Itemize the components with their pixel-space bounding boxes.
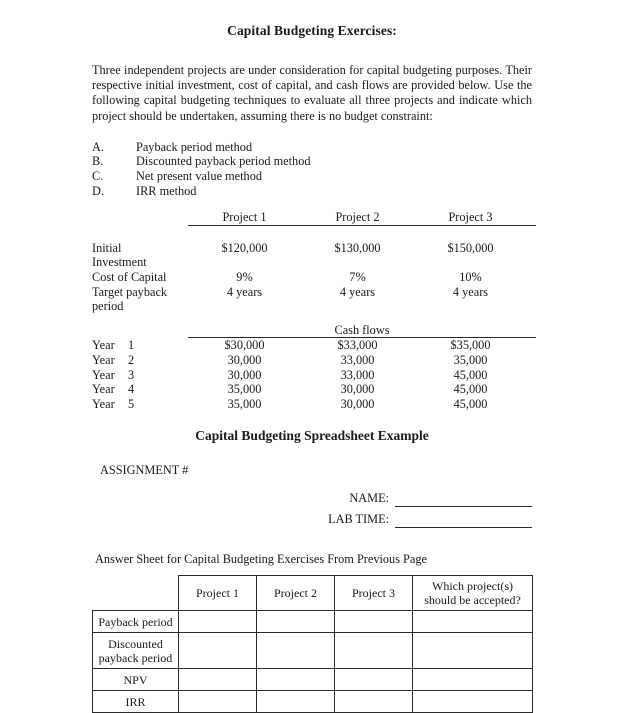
cashflow-section-title: Cash flows bbox=[334, 322, 390, 337]
method-letter: A. bbox=[92, 139, 104, 154]
method-label: IRR method bbox=[136, 183, 197, 198]
year-number: 4 bbox=[128, 382, 135, 397]
column-header-project3: Project 3 bbox=[335, 576, 413, 611]
answer-cell-which[interactable] bbox=[413, 633, 533, 669]
table-row bbox=[93, 669, 533, 691]
year-word: Year bbox=[92, 382, 115, 397]
cell-value: 9% bbox=[236, 269, 253, 284]
cell-value: 33,000 bbox=[340, 352, 375, 367]
answer-cell-project2[interactable] bbox=[257, 691, 335, 713]
column-header-which-projects bbox=[413, 576, 533, 611]
answer-sheet-caption: Answer Sheet for Capital Budgeting Exercises From Previous Page bbox=[95, 552, 427, 567]
cell-value: 30,000 bbox=[227, 367, 262, 382]
cell-value: 35,000 bbox=[227, 382, 262, 397]
table-row-header bbox=[93, 576, 533, 611]
name-label: NAME: bbox=[349, 491, 389, 506]
page-title: Capital Budgeting Exercises: bbox=[227, 23, 397, 38]
row-label-line2: period bbox=[92, 299, 124, 314]
cell-value: $150,000 bbox=[447, 240, 494, 255]
cell-value: $33,000 bbox=[337, 338, 378, 353]
table-row bbox=[92, 368, 536, 383]
column-header-project1: Project 1 bbox=[179, 576, 257, 611]
column-header-project2: Project 2 bbox=[335, 210, 380, 225]
row-label-year bbox=[92, 382, 188, 397]
cell-value: 45,000 bbox=[453, 396, 488, 411]
table-row bbox=[93, 691, 533, 713]
list-item bbox=[92, 140, 532, 155]
project-data-table bbox=[92, 210, 536, 411]
row-label-line1: Initial bbox=[92, 240, 122, 255]
year-number: 1 bbox=[128, 338, 135, 353]
cell-value: $30,000 bbox=[224, 338, 265, 353]
year-word: Year bbox=[92, 338, 115, 353]
year-word: Year bbox=[92, 352, 115, 367]
row-label-payback-period: Payback period bbox=[93, 611, 179, 633]
answer-cell-which[interactable] bbox=[413, 691, 533, 713]
year-word: Year bbox=[92, 396, 115, 411]
column-header-project1: Project 1 bbox=[222, 210, 267, 225]
method-letter: C. bbox=[92, 169, 104, 183]
answer-cell-project2[interactable] bbox=[257, 669, 335, 691]
table-row bbox=[92, 285, 536, 314]
cell-value: 35,000 bbox=[453, 352, 488, 367]
cell-value: 4 years bbox=[226, 284, 263, 299]
cell-value: 4 years bbox=[339, 284, 376, 299]
table-row bbox=[92, 382, 536, 397]
table-row bbox=[93, 611, 533, 633]
table-row bbox=[92, 353, 536, 368]
row-label-year bbox=[92, 338, 188, 353]
method-letter: B. bbox=[92, 154, 104, 169]
intro-paragraph: Three independent projects are under consideration for capital budgeting purposes. Their respective initial investment, cost of capital, and cash flows are provided below. Use the following capital budgeting techniques to evaluate all three projects and indicate which project should be undertaken, assuming there is no budget constraint: bbox=[92, 63, 532, 123]
table-row bbox=[92, 397, 536, 412]
spacer bbox=[92, 314, 536, 323]
answer-cell-project1[interactable] bbox=[179, 633, 257, 669]
answer-cell-which[interactable] bbox=[413, 669, 533, 691]
row-label-irr: IRR bbox=[93, 691, 179, 713]
method-label: Net present value method bbox=[136, 169, 263, 183]
cell-value: 7% bbox=[349, 269, 366, 284]
spacer bbox=[92, 226, 536, 241]
cell-value: 4 years bbox=[452, 284, 489, 299]
row-label-line2: Investment bbox=[92, 255, 147, 270]
row-label-target-payback bbox=[92, 285, 188, 314]
row-label-initial-investment bbox=[92, 241, 188, 270]
which-line2: should be accepted? bbox=[424, 593, 521, 608]
cell-value: $35,000 bbox=[450, 338, 491, 353]
row-label-year bbox=[92, 368, 188, 383]
corner-cell bbox=[93, 576, 179, 611]
lab-time-row bbox=[292, 507, 532, 528]
table-row bbox=[92, 338, 536, 353]
name-input-line[interactable] bbox=[395, 490, 532, 507]
row-label-year bbox=[92, 397, 188, 412]
row-label-line2: payback period bbox=[98, 650, 173, 665]
table-row bbox=[92, 270, 536, 285]
cell-value: 30,000 bbox=[340, 396, 375, 411]
answer-cell-project1[interactable] bbox=[179, 669, 257, 691]
which-line1: Which project(s) bbox=[432, 579, 513, 594]
row-label-cost-of-capital: Cost of Capital bbox=[92, 269, 167, 284]
row-label-line1: Target payback bbox=[92, 284, 168, 299]
year-number: 3 bbox=[128, 367, 135, 382]
table-row-header bbox=[92, 210, 536, 225]
name-row bbox=[292, 486, 532, 507]
answer-cell-project3[interactable] bbox=[335, 633, 413, 669]
answer-cell-which[interactable] bbox=[413, 611, 533, 633]
cell-value: 10% bbox=[459, 269, 482, 284]
method-label: Discounted payback period method bbox=[136, 154, 311, 169]
cell-value: 30,000 bbox=[227, 352, 262, 367]
row-label-npv: NPV bbox=[93, 669, 179, 691]
lab-time-label: LAB TIME: bbox=[328, 512, 389, 527]
cell-value: 45,000 bbox=[453, 367, 488, 382]
answer-sheet-table bbox=[92, 575, 533, 713]
cell-value: $130,000 bbox=[334, 240, 381, 255]
table-row bbox=[93, 633, 533, 669]
row-label-line1: Discounted bbox=[108, 636, 163, 651]
assignment-label: ASSIGNMENT # bbox=[100, 463, 189, 478]
year-word: Year bbox=[92, 367, 115, 382]
answer-cell-project3[interactable] bbox=[335, 669, 413, 691]
answer-cell-project1[interactable] bbox=[179, 691, 257, 713]
cell-value: 35,000 bbox=[227, 396, 262, 411]
corner-cell bbox=[92, 210, 188, 225]
answer-cell-project3[interactable] bbox=[335, 611, 413, 633]
section-title: Capital Budgeting Spreadsheet Example bbox=[195, 428, 429, 444]
answer-cell-project2[interactable] bbox=[257, 611, 335, 633]
list-item bbox=[92, 154, 532, 169]
method-label: Payback period method bbox=[136, 139, 253, 154]
answer-cell-project2[interactable] bbox=[257, 633, 335, 669]
cell-value: 30,000 bbox=[340, 382, 375, 397]
year-number: 2 bbox=[128, 352, 135, 367]
column-header-project3: Project 3 bbox=[448, 210, 493, 225]
method-letter: D. bbox=[92, 183, 104, 198]
lab-time-input-line[interactable] bbox=[395, 511, 532, 528]
list-item bbox=[92, 169, 532, 184]
answer-cell-project3[interactable] bbox=[335, 691, 413, 713]
list-item bbox=[92, 184, 532, 199]
column-header-project2: Project 2 bbox=[257, 576, 335, 611]
cell-value: $120,000 bbox=[221, 240, 268, 255]
row-label-year bbox=[92, 353, 188, 368]
cell-value: 33,000 bbox=[340, 367, 375, 382]
table-row bbox=[92, 241, 536, 270]
name-block bbox=[92, 486, 532, 528]
cell-value: 45,000 bbox=[453, 382, 488, 397]
cashflow-title-row bbox=[92, 323, 536, 338]
method-list bbox=[92, 124, 532, 198]
year-number: 5 bbox=[128, 396, 135, 411]
answer-cell-project1[interactable] bbox=[179, 611, 257, 633]
row-label-discounted-payback-period bbox=[93, 633, 179, 669]
